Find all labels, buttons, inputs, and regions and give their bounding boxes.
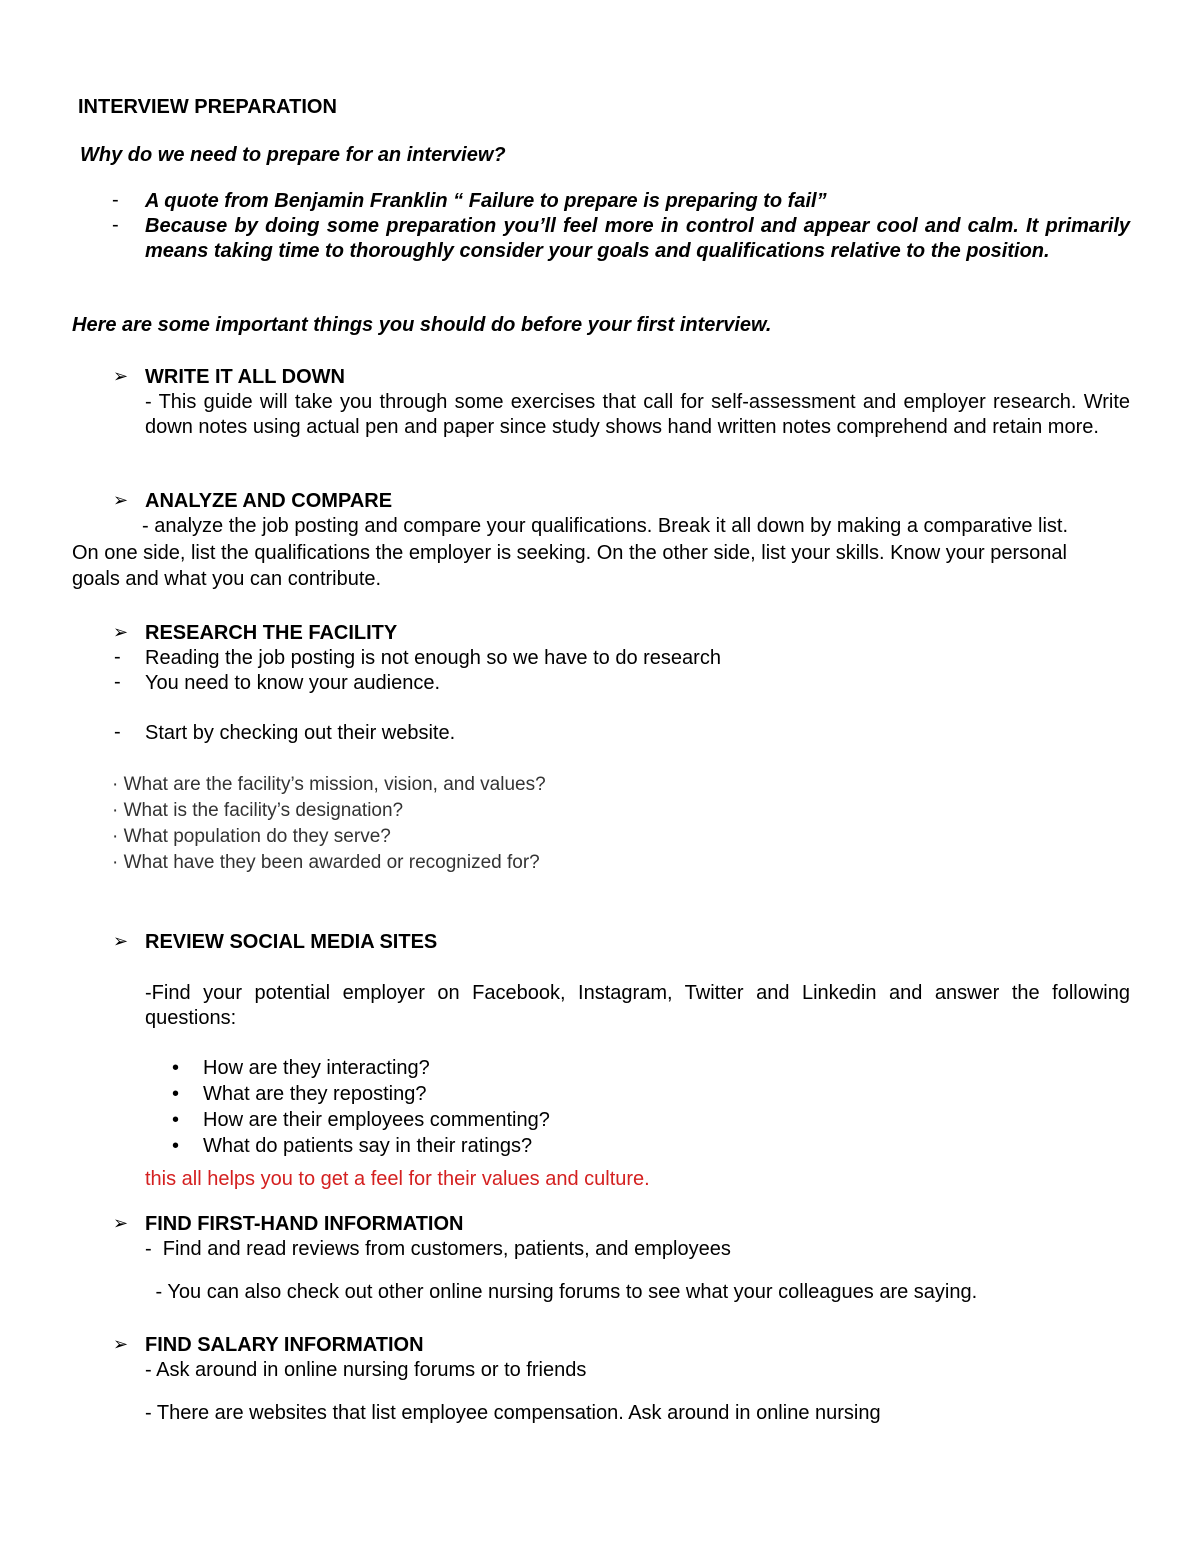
section-heading-firsthand: FIND FIRST-HAND INFORMATION (145, 1213, 464, 1235)
section-body-social: -Find your potential employer on Facebook, Instagram, Twitter and Linkedin and answer the following questions: (145, 982, 1130, 1029)
arrow-bullet-icon: ➢ (113, 1213, 129, 1233)
bullet-marker: • (172, 1109, 180, 1131)
dash-marker: - (112, 189, 119, 211)
dash-marker: - (112, 214, 119, 236)
research-item: You need to know your audience. (145, 672, 441, 694)
research-item: Start by checking out their website. (145, 722, 456, 744)
arrow-bullet-icon: ➢ (113, 1334, 129, 1354)
why-point-quote: A quote from Benjamin Franklin “ Failure to prepare is preparing to fail” (145, 190, 827, 212)
social-question: What do patients say in their ratings? (203, 1135, 533, 1157)
dash-marker: - (114, 671, 121, 693)
bullet-marker: • (172, 1083, 180, 1105)
section-heading-salary: FIND SALARY INFORMATION (145, 1334, 424, 1356)
social-note: this all helps you to get a feel for their values and culture. (145, 1168, 650, 1190)
section-heading-analyze: ANALYZE AND COMPARE (145, 490, 393, 512)
section-body-salary-line2: - There are websites that list employee compensation. Ask around in online nursing (145, 1402, 881, 1424)
research-question: · What population do they serve? (112, 826, 391, 847)
social-question: How are their employees commenting? (203, 1109, 550, 1131)
intro-text: Here are some important things you should do before your first interview. (72, 314, 772, 336)
social-question: What are they reposting? (203, 1083, 427, 1105)
section-body-write: - This guide will take you through some exercises that call for self-assessment and employer research. Write down notes using actual pen and paper since study shows hand written notes comprehend and retain more. (145, 391, 1130, 438)
dash-marker: - (114, 721, 121, 743)
section-body-salary-line1: - Ask around in online nursing forums or to friends (145, 1359, 587, 1381)
section-heading-research: RESEARCH THE FACILITY (145, 622, 398, 644)
why-point-because: Because by doing some preparation you’ll feel more in control and appear cool and calm. It primarily means taking time to thoroughly consider your goals and qualifications relative to the position. (145, 215, 1130, 262)
section-body-analyze-line1: - analyze the job posting and compare your qualifications. Break it all down by making a comparative list. (142, 515, 1069, 537)
research-item: Reading the job posting is not enough so we have to do research (145, 647, 721, 669)
social-question: How are they interacting? (203, 1057, 430, 1079)
arrow-bullet-icon: ➢ (113, 931, 129, 951)
arrow-bullet-icon: ➢ (113, 366, 129, 386)
section-body-firsthand-line2: - You can also check out other online nursing forums to see what your colleagues are saying. (150, 1281, 978, 1303)
bullet-marker: • (172, 1135, 180, 1157)
dash-marker: - (114, 646, 121, 668)
research-question: · What are the facility’s mission, vision, and values? (112, 774, 546, 795)
section-body-firsthand-line1: - Find and read reviews from customers, patients, and employees (145, 1238, 731, 1260)
section-body-analyze-line2: On one side, list the qualifications the employer is seeking. On the other side, list your skills. Know your personal (72, 542, 1067, 564)
arrow-bullet-icon: ➢ (113, 622, 129, 642)
section-heading-social: REVIEW SOCIAL MEDIA SITES (145, 931, 438, 953)
research-question: · What is the facility’s designation? (112, 800, 404, 821)
section-body-analyze-line3: goals and what you can contribute. (72, 568, 382, 590)
page-title: INTERVIEW PREPARATION (78, 96, 337, 118)
bullet-marker: • (172, 1057, 180, 1079)
research-question: · What have they been awarded or recognized for? (112, 852, 540, 873)
arrow-bullet-icon: ➢ (113, 490, 129, 510)
section-heading-write: WRITE IT ALL DOWN (145, 366, 345, 388)
why-question: Why do we need to prepare for an interview? (80, 144, 506, 166)
